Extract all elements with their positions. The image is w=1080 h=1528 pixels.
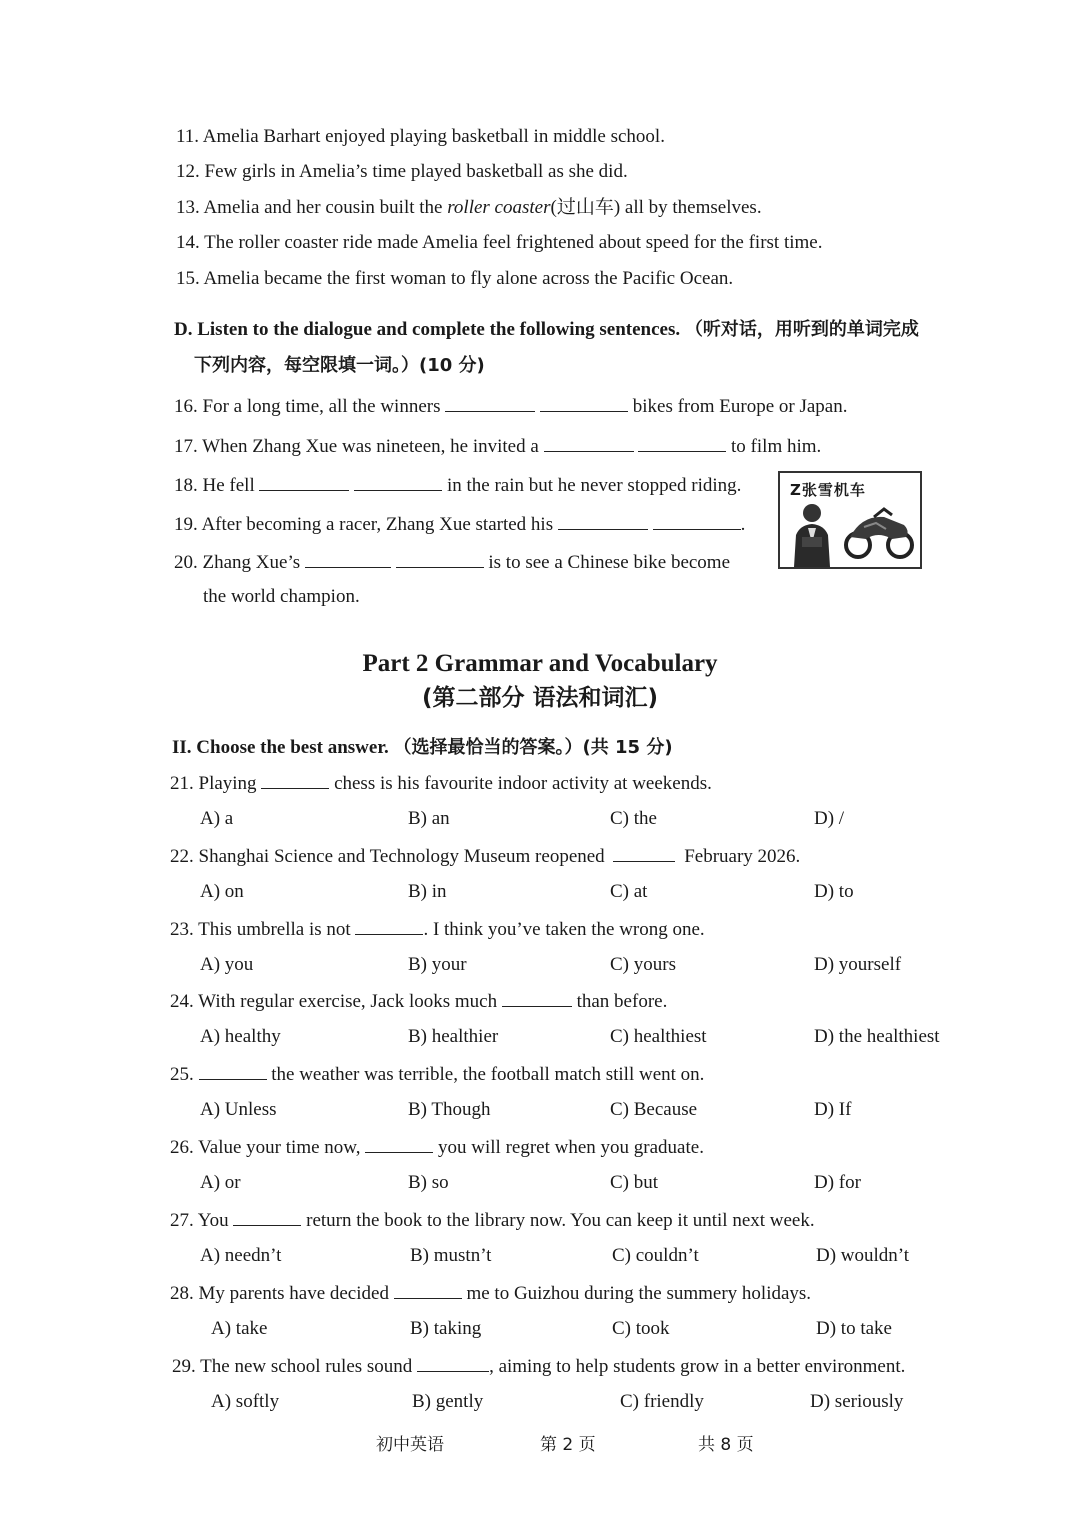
question-number: 22. [170,846,194,867]
section-ii-heading [172,736,673,760]
option-d[interactable]: D) If [814,1099,852,1120]
zhang-xue-motorcycle-figure [778,471,922,569]
option-a[interactable]: A) on [200,881,244,902]
question-number: 25. [170,1064,194,1085]
option-b[interactable]: B) Though [408,1099,491,1120]
question-28 [170,1280,811,1306]
answer-blank[interactable] [233,1207,301,1226]
item-number: 12. [176,161,200,182]
item-text: in the rain but he never stopped riding. [446,475,742,496]
question-25 [170,1061,704,1087]
question-number: 29. [172,1356,196,1377]
option-c[interactable]: C) but [610,1172,659,1193]
answer-blank[interactable] [558,511,648,530]
answer-blank[interactable] [365,1134,433,1153]
option-b[interactable]: B) taking [410,1318,482,1339]
section-d-heading-en: D. Listen to the dialogue and complete the following sentences. [174,319,681,340]
question-number: 23. [170,919,194,940]
item-text: When Zhang Xue was nineteen, he invited a [202,436,539,457]
item-text: bikes from Europe or Japan. [632,396,848,417]
option-b[interactable]: B) so [408,1172,449,1193]
footer-page-number: 第 2 页 [540,1435,596,1455]
answer-blank[interactable] [502,988,572,1007]
question-27 [170,1207,815,1233]
option-d[interactable]: D) for [814,1172,861,1193]
option-c[interactable]: C) the [610,808,657,829]
option-c[interactable]: C) yours [610,954,676,975]
answer-blank[interactable] [355,916,423,935]
statement-11 [176,125,665,149]
answer-blank[interactable] [613,843,675,862]
item-text: Few girls in Amelia’s time played basketball as she did. [204,161,628,182]
fill-item-20-continuation: the world champion. [203,586,360,607]
option-d[interactable]: D) wouldn’t [816,1245,910,1266]
option-a[interactable]: A) Unless [200,1099,277,1120]
answer-blank[interactable] [394,1280,462,1299]
item-text: is to see a Chinese bike become [488,552,731,573]
question-number: 26. [170,1137,194,1158]
item-text: Amelia Barhart enjoyed playing basketball in middle school. [202,126,665,147]
option-a[interactable]: A) you [200,954,254,975]
brand-logo-text: Z张雪机车 [790,481,866,499]
question-text: My parents have decided [198,1283,389,1304]
statement-14 [176,231,822,255]
item-number: 11. [176,126,200,147]
option-c[interactable]: C) couldn’t [612,1245,699,1266]
question-text: Shanghai Science and Technology Museum reopened [198,846,605,867]
option-d[interactable]: D) / [814,808,845,829]
question-text: , aiming to help students grow in a better environment. [489,1356,906,1377]
answer-blank[interactable] [396,549,484,568]
question-text: Playing [198,773,257,794]
answer-blank[interactable] [199,1061,267,1080]
option-c[interactable]: C) friendly [620,1391,704,1412]
part-2-title: Part 2 Grammar and Vocabulary [362,650,718,677]
question-number: 21. [170,773,194,794]
question-number: 28. [170,1283,194,1304]
question-text: me to Guizhou during the summery holidays. [466,1283,812,1304]
option-a[interactable]: A) softly [211,1391,280,1412]
section-ii-heading-cn: （选择最恰当的答案。）(共 15 分) [393,737,673,758]
item-text: to film him. [731,436,822,457]
item-number: 17. [174,436,198,457]
question-text: You [197,1210,229,1231]
option-b[interactable]: B) mustn’t [410,1245,492,1266]
answer-blank[interactable] [540,393,628,412]
section-d-heading-cn: （听对话，用听到的单词完成 [684,319,919,340]
option-c[interactable]: C) took [612,1318,670,1339]
item-number: 14. [176,232,200,253]
item-italic-term: roller coaster [447,197,551,218]
item-text: The roller coaster ride made Amelia feel frightened about speed for the first time. [204,232,823,253]
item-text: He fell [202,475,255,496]
statement-12 [176,160,628,184]
item-number: 19. [174,514,198,535]
answer-blank[interactable] [305,549,391,568]
question-text: than before. [576,991,668,1012]
section-d-heading [174,318,919,342]
item-text: Zhang Xue’s [202,552,301,573]
item-text: (过山车) all by themselves. [550,197,762,218]
question-29 [172,1353,905,1379]
item-number: 13. [176,197,200,218]
section-d-heading-cn-2: 下列内容，每空限填一词。）(10 分) [194,355,485,376]
section-ii-heading-en: II. Choose the best answer. [172,737,389,758]
option-c[interactable]: C) healthiest [610,1026,707,1047]
question-text: chess is his favourite indoor activity at weekends. [334,773,712,794]
part-2-title-cn: (第二部分 语法和词汇) [421,685,659,711]
item-number: 20. [174,552,198,573]
footer-total-pages: 共 8 页 [698,1435,754,1455]
answer-blank[interactable] [653,511,741,530]
question-text: With regular exercise, Jack looks much [198,991,498,1012]
question-24 [170,988,667,1014]
answer-blank[interactable] [354,472,442,491]
item-number: 15. [176,268,200,289]
question-text: the weather was terrible, the football match still went on. [271,1064,705,1085]
option-d[interactable]: D) to [814,881,854,902]
option-b[interactable]: B) your [408,954,467,975]
question-text: This umbrella is not [198,919,351,940]
option-b[interactable]: B) in [408,881,447,902]
answer-blank[interactable] [445,393,535,412]
question-21 [170,770,712,796]
option-a[interactable]: A) or [200,1172,241,1193]
option-c[interactable]: C) Because [610,1099,698,1120]
question-text: return the book to the library now. You can keep it until next week. [306,1210,815,1231]
question-number: 24. [170,991,194,1012]
question-23 [170,916,705,942]
option-a[interactable]: A) healthy [200,1026,281,1047]
fill-item-20 [174,549,730,575]
answer-blank[interactable] [544,433,634,452]
question-text: The new school rules sound [200,1356,413,1377]
option-a[interactable]: A) take [211,1318,268,1339]
footer-subject: 初中英语 [376,1435,444,1455]
option-d[interactable]: D) yourself [814,954,902,975]
item-text: Amelia became the first woman to fly alone across the Pacific Ocean. [203,268,734,289]
question-22 [170,843,800,869]
statement-13 [176,196,762,220]
option-a[interactable]: A) needn’t [200,1245,282,1266]
item-text: For a long time, all the winners [202,396,441,417]
question-text: you will regret when you graduate. [438,1137,704,1158]
rider-and-motorcycle-illustration [780,473,920,567]
question-text: . I think you’ve taken the wrong one. [423,919,705,940]
question-text: February 2026. [684,846,801,867]
option-b[interactable]: B) an [408,808,450,829]
option-a[interactable]: A) a [200,808,234,829]
option-b[interactable]: B) healthier [408,1026,499,1047]
fill-item-17 [174,433,821,459]
item-number: 18. [174,475,198,496]
question-26 [170,1134,704,1160]
question-text: Value your time now, [198,1137,361,1158]
fill-item-18 [174,472,741,498]
item-text: After becoming a racer, Zhang Xue started his [201,514,554,535]
fill-item-16 [174,393,847,419]
answer-blank[interactable] [259,472,349,491]
item-text: . [740,514,746,535]
item-number: 16. [174,396,198,417]
statement-15 [176,267,733,291]
answer-blank[interactable] [638,433,726,452]
option-d[interactable]: D) seriously [810,1391,904,1412]
item-text: Amelia and her cousin built the [203,197,448,218]
option-d[interactable]: D) the healthiest [814,1026,940,1047]
fill-item-19 [174,511,745,537]
question-number: 27. [170,1210,194,1231]
answer-blank[interactable] [261,770,329,789]
option-c[interactable]: C) at [610,881,648,902]
option-d[interactable]: D) to take [816,1318,892,1339]
answer-blank[interactable] [417,1353,489,1372]
option-b[interactable]: B) gently [412,1391,484,1412]
